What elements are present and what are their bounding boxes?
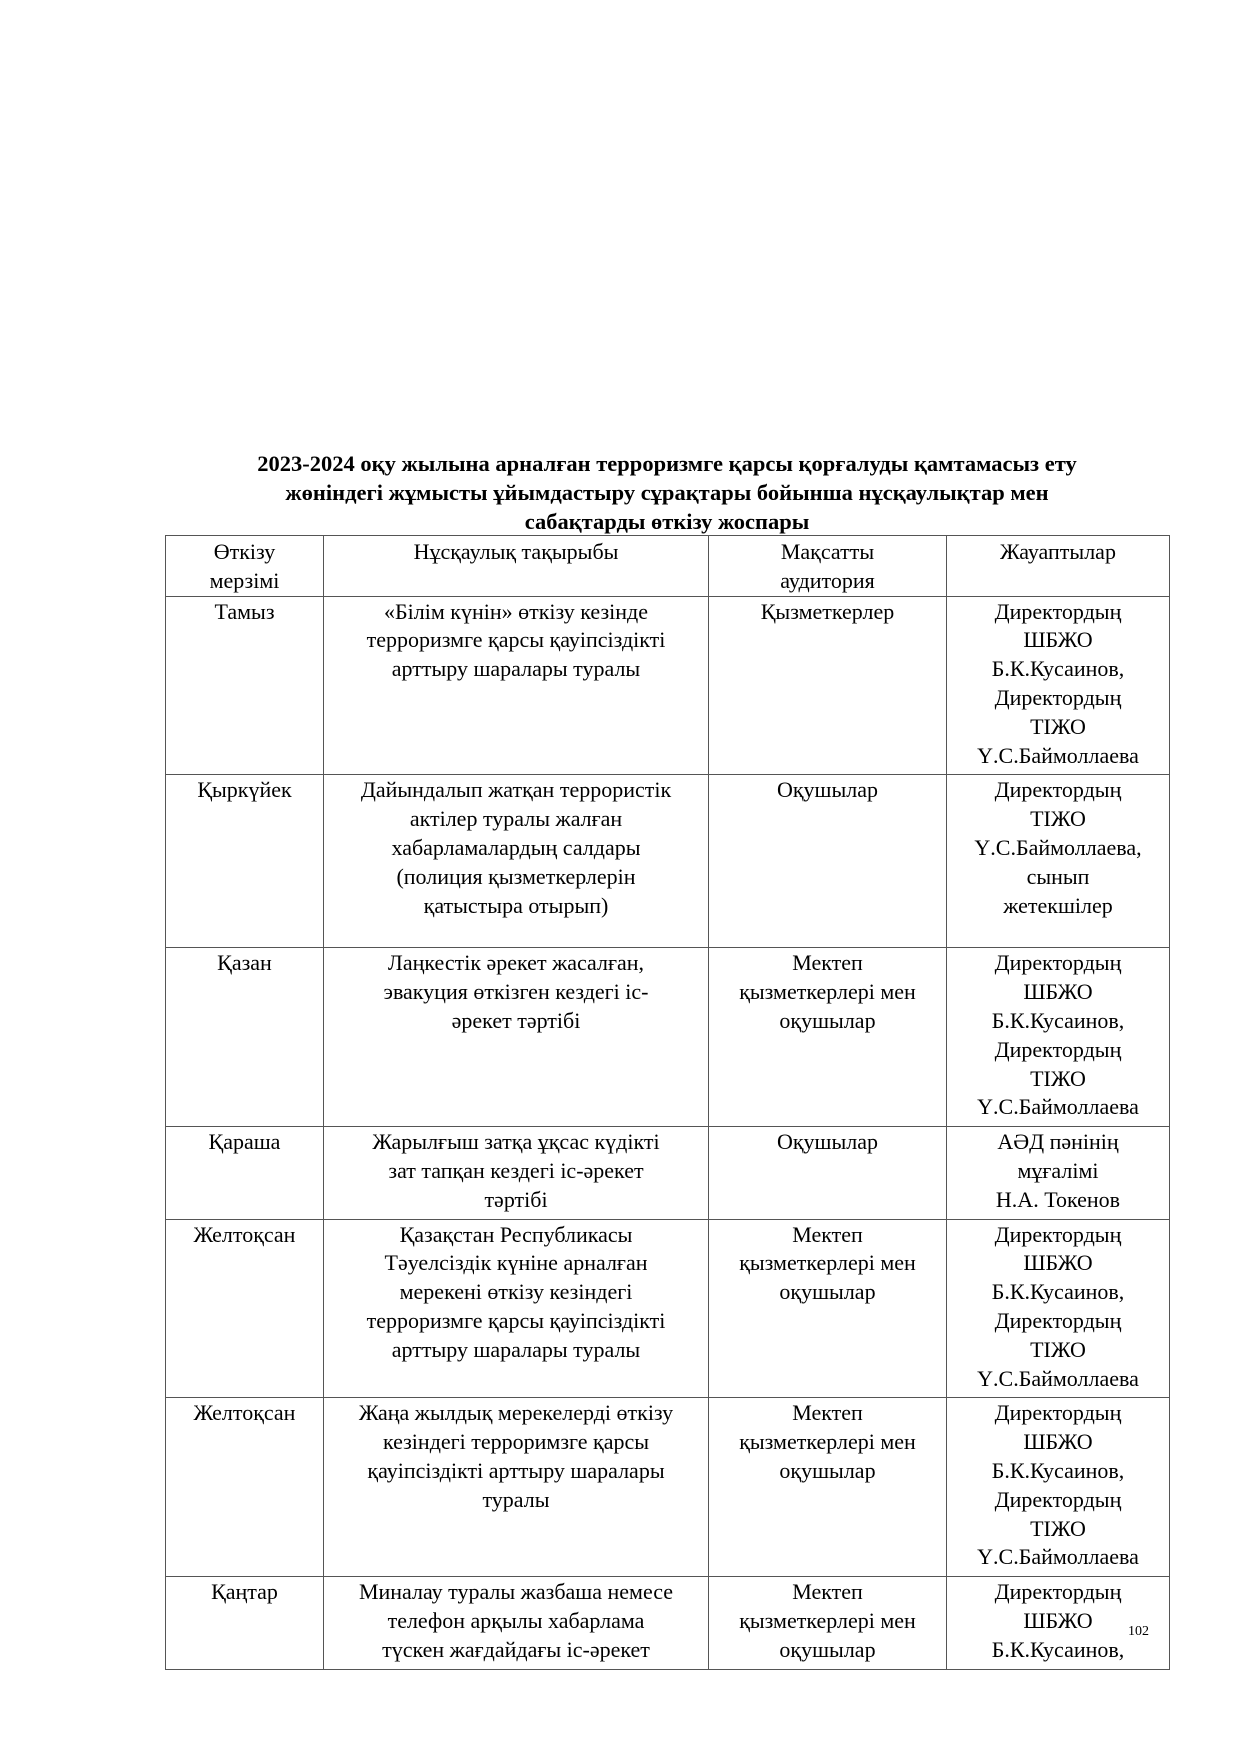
cell-responsible-line: Директордың (994, 1036, 1122, 1062)
title-line: 2023-2024 оқу жылына арналған терроризмге қарсы қорғалуды қамтамасыз ету (257, 451, 1077, 476)
cell-audience-line: Мектеп (792, 1579, 863, 1605)
cell-period (166, 948, 324, 1127)
cell-responsible-line: Директордың (994, 598, 1122, 624)
cell-audience (709, 1577, 947, 1669)
cell-responsible-line: Б.К.Кусаинов, (991, 656, 1125, 682)
cell-responsible-line: Директордың (994, 684, 1122, 710)
cell-topic-line: арттыру шаралары туралы (391, 1336, 641, 1362)
cell-topic-line: Қазақстан Республикасы (399, 1221, 633, 1247)
cell-topic (324, 1577, 709, 1669)
cell-responsible (947, 1398, 1170, 1577)
cell-responsible-line: ТІЖО (1030, 1065, 1086, 1091)
cell-topic-line: зат тапқан кездегі іс-әрекет (388, 1157, 644, 1183)
document-title (165, 449, 1169, 536)
cell-topic-line: түскен жағдайдағы іс-әрекет (382, 1636, 650, 1662)
cell-responsible-line: ТІЖО (1030, 806, 1086, 832)
cell-topic-line: эвакуция өткізген кездегі іс- (383, 979, 649, 1005)
cell-period-line: Қаңтар (211, 1579, 278, 1605)
cell-responsible-line: ТІЖО (1030, 1515, 1086, 1541)
cell-topic-line: Миналау туралы жазбаша немесе (358, 1579, 674, 1605)
cell-audience (709, 596, 947, 775)
table-row (166, 1577, 1170, 1669)
cell-audience (709, 775, 947, 948)
cell-responsible-line: ТІЖО (1030, 713, 1086, 739)
cell-audience-line: қызметкерлері мен (739, 1250, 916, 1276)
cell-topic (324, 1219, 709, 1398)
cell-responsible-line: Б.К.Кусаинов, (991, 1636, 1125, 1662)
cell-responsible-line: сынып (1026, 863, 1090, 889)
cell-responsible-line: Б.К.Кусаинов, (991, 1457, 1125, 1483)
cell-topic-line: терроризмге қарсы қауіпсіздікті (366, 627, 666, 653)
cell-responsible-line: Ү.С.Баймоллаева (977, 1365, 1139, 1391)
table-row (166, 1398, 1170, 1577)
cell-audience-line: қызметкерлері мен (739, 979, 916, 1005)
cell-responsible-line: Ү.С.Баймоллаева (977, 742, 1139, 768)
cell-responsible-line: Б.К.Кусаинов, (991, 1279, 1125, 1305)
cell-period-line: Тамыз (214, 598, 275, 624)
cell-responsible (947, 1127, 1170, 1219)
cell-topic-line: актілер туралы жалған (409, 806, 623, 832)
cell-responsible (947, 1577, 1170, 1669)
cell-responsible (947, 1219, 1170, 1398)
table-row (166, 1219, 1170, 1398)
cell-topic-line: «Білім күнін» өткізу кезінде (384, 598, 648, 624)
cell-responsible-line: Директордың (994, 777, 1122, 803)
cell-period (166, 596, 324, 775)
cell-topic (324, 948, 709, 1127)
title-line: жөніндегі жұмысты ұйымдастыру сұрақтары бойынша нұсқаулықтар мен (285, 480, 1049, 505)
cell-responsible-line: Директордың (994, 1221, 1122, 1247)
table-row (166, 596, 1170, 775)
cell-responsible-line: Директордың (994, 1400, 1122, 1426)
cell-topic-line: мерекені өткізу кезіндегі (399, 1279, 633, 1305)
header-period: Өткізу мерзімі (166, 536, 324, 597)
cell-audience-line: оқушылар (779, 1007, 876, 1033)
cell-audience-line: оқушылар (779, 1279, 876, 1305)
cell-audience-line: Мектеп (792, 1221, 863, 1247)
cell-responsible-line: Директордың (994, 1307, 1122, 1333)
cell-topic-line: Жарылғыш затқа ұқсас күдікті (372, 1129, 660, 1155)
table-body (166, 596, 1170, 1669)
table-row (166, 775, 1170, 948)
cell-topic-line: хабарламалардың салдары (391, 834, 641, 860)
cell-audience-line: Қызметкерлер (760, 598, 895, 624)
cell-audience (709, 1398, 947, 1577)
cell-topic-line: (полиция қызметкерлерін (396, 863, 636, 889)
cell-responsible-line: ШБЖО (1023, 1250, 1093, 1276)
cell-responsible-line: Ү.С.Баймоллаева (977, 1544, 1139, 1570)
cell-audience-line: Мектеп (792, 1400, 863, 1426)
cell-period (166, 775, 324, 948)
cell-topic-line: тәртібі (484, 1186, 548, 1212)
cell-period-line: Желтоқсан (193, 1400, 296, 1426)
cell-period (166, 1127, 324, 1219)
cell-audience-line: оқушылар (779, 1457, 876, 1483)
cell-period (166, 1577, 324, 1669)
cell-responsible-line: Ү.С.Баймоллаева (977, 1094, 1139, 1120)
table-row (166, 1127, 1170, 1219)
cell-responsible-line: Директордың (994, 950, 1122, 976)
cell-responsible-line: АӘД пәнінің (997, 1129, 1119, 1155)
cell-period-line: Желтоқсан (193, 1221, 296, 1247)
cell-responsible-line: ШБЖО (1023, 1429, 1093, 1455)
cell-topic-line: терроризмге қарсы қауіпсіздікті (366, 1307, 666, 1333)
cell-audience-line: қызметкерлері мен (739, 1429, 916, 1455)
cell-topic-line: арттыру шаралары туралы (391, 656, 641, 682)
cell-topic-line: Тәуелсіздік күніне арналған (384, 1250, 648, 1276)
cell-topic (324, 775, 709, 948)
cell-topic (324, 1398, 709, 1577)
cell-topic (324, 1127, 709, 1219)
header-audience: Мақсатты аудитория (709, 536, 947, 597)
cell-topic-line: әрекет тәртібі (451, 1007, 581, 1033)
cell-topic-line: қауіпсіздікті арттыру шаралары (367, 1457, 665, 1483)
cell-responsible-line: жетекшілер (1003, 892, 1113, 918)
cell-responsible-line: Директордың (994, 1486, 1122, 1512)
cell-topic-line: Дайындалып жатқан террористік (360, 777, 672, 803)
header-topic: Нұсқаулық тақырыбы (324, 536, 709, 597)
cell-topic-line: телефон арқылы хабарлама (387, 1607, 645, 1633)
cell-responsible-line: Н.А. Токенов (995, 1186, 1121, 1212)
cell-topic-line: туралы (482, 1486, 550, 1512)
cell-responsible (947, 948, 1170, 1127)
cell-responsible-line: мұғалімі (1017, 1157, 1099, 1183)
cell-responsible-line: Ү.С.Баймоллаева, (974, 834, 1142, 860)
header-responsible: Жауаптылар (947, 536, 1170, 597)
table-row (166, 948, 1170, 1127)
cell-period (166, 1398, 324, 1577)
cell-period-line: Қыркүйек (197, 777, 292, 803)
cell-responsible-line: Б.К.Кусаинов, (991, 1007, 1125, 1033)
lesson-plan-table (165, 535, 1170, 1670)
cell-responsible-line: ТІЖО (1030, 1336, 1086, 1362)
cell-period-line: Қараша (208, 1129, 281, 1155)
cell-responsible-line: Директордың (994, 1579, 1122, 1605)
cell-audience-line: оқушылар (779, 1636, 876, 1662)
page-number: 102 (1128, 1624, 1149, 1639)
cell-audience (709, 1219, 947, 1398)
cell-responsible (947, 775, 1170, 948)
cell-topic (324, 596, 709, 775)
cell-period-line: Қазан (217, 950, 272, 976)
cell-responsible-line: ШБЖО (1023, 979, 1093, 1005)
cell-responsible-line: ШБЖО (1023, 627, 1093, 653)
cell-topic-line: Жаңа жылдық мерекелерді өткізу (358, 1400, 674, 1426)
cell-audience (709, 1127, 947, 1219)
title-line: сабақтарды өткізу жоспары (524, 509, 810, 534)
cell-responsible (947, 596, 1170, 775)
cell-topic-line: қатыстыра отырып) (423, 892, 609, 918)
cell-audience (709, 948, 947, 1127)
cell-audience-line: Оқушылар (776, 777, 879, 803)
cell-topic-line: Лаңкестік әрекет жасалған, (387, 950, 645, 976)
header-row (166, 536, 1170, 597)
cell-topic-line: кезіндегі терроримзге қарсы (382, 1429, 650, 1455)
cell-responsible-line: ШБЖО (1023, 1607, 1093, 1633)
cell-audience-line: қызметкерлері мен (739, 1607, 916, 1633)
cell-audience-line: Оқушылар (776, 1129, 879, 1155)
cell-period (166, 1219, 324, 1398)
cell-audience-line: Мектеп (792, 950, 863, 976)
